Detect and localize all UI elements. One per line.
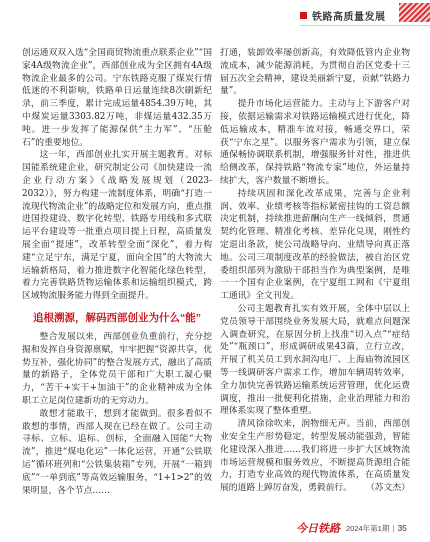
article-column-right [220,47,410,517]
page-footer [296,520,418,536]
magazine-logo: 今日铁路 [296,522,340,535]
stripe-decoration-icon [399,3,430,22]
header-divider [300,25,430,26]
paragraph: 整合发展以来，西部创业负重前行，充分挖掘和发挥自身资源禀赋，牢牢把握“资源共享，优势互补，强化协同”的整合发展方式，融出了高质量的新路子，全体党员干部和广大职工凝心聚力，“苦干+实干+加油干”的企业精神成为全体职工立足岗位建新功的无穷动力。 [22,331,212,406]
section-subheading: 追根溯源，解码西部创业为什么“能” [33,311,201,324]
paragraph: 敢想才能敢干，想到才能做到。很多看似不敢想的事情，西部人现在已经在做了。公司主动寻标、立标、追标、创标，全面融入国能“大物流”，推进“煤电化运”一体化运营，开通“公铁联运”循环班列和“公铁集装箱”专列，开展“一箱到底”“一单到底”等高效运输服务，“1+1>2”的效果明显，各个节点…… [22,408,212,496]
author-byline: （苏文杰） [366,483,410,494]
paragraph: 持续巩固和深化改革成果，完善与企业利润、效率、业绩考核等指标紧密挂钩的工资总额决定机制，持续推进薪酬向生产一线倾斜，贯通契约化管理、精准化考核、差异化兑现，刚性约定退出条款，使公司战略导向、业绩导向真正落地。公司三项制度改革的经验做法，被自治区党委组织部列为激励干部担当作为典型案例，是唯一一个国有企业案例，在宁夏组工网和《宁夏组工通讯》全文刊发。 [220,188,410,302]
page-number: 35 [397,523,407,533]
issue-label: 2024年第1期 [346,523,390,533]
footer-separator: | [392,523,395,533]
section-title: 铁路高质量发展 [312,11,386,23]
paragraph-text: 清风徐徐吹来，润物细无声。当前，西部创业安全生产形势稳定，转型发展动能强劲，智能化建设深入推进……我们将进一步扩大区域物流市场运营规模和服务效应，不断提高货源组合能力，打造专业高效的现代物流体系，在高质量发展的道路上踔厉奋发，勇毅前行。 [220,419,410,494]
paragraph: 创运通双双入选“全国商贸物流重点联系企业”“国家4A级物流企业”，西部创业成为全区拥有4A级物流企业最多的公司。宁东铁路克服了煤炭行情低迷的不利影响，铁路单日运量连续8次刷新纪录，前三季度，累计完成运量4854.39万吨，其中煤炭运量3303.82万吨，非煤运量432.35万吨。进一步发挥了能源保供“主力军”、“压舱石”的重要地位。 [22,48,212,148]
paragraph: 公司主题教育扎实有效开展，全体中层以上党员领导干部围绕业务发展大局，就难点问题深入调查研究，在原因分析上找准“切入点”“症结处”“瓶颈口”，形成调研成果43篇，立行立改，开展了机关员工到水洞沟电厂、上海庙物流园区等一线调研客户需求工作，增加车辆周转效率，全力加快完善铁路运输系统运营管理，优化运费调度，推出一批便利化措施，企业治理能力和治理体系实现了整体重塑。 [220,303,410,417]
paragraph-last [220,418,410,495]
paragraph: 这一年，西部创业扎实开展主题教育。对标国能系统建企业，研究制定公司《加快建设一流企业行动方案》《战略发展规划（2023-2032）》，努力构建一流制度体系，明确“打造一流现代物流企业”的战略定位和发展方向，重点推进国投建设、数字化转型、铁路专用线和多式联运平台建设等一批重点项目提上日程，高质量发展全面“提速”，改革转型全面“深化”，着力构建“立足宁东，满足宁夏，面向全国”的大物流大运输新格局，着力推进数字化智能化绿色转型，着力完善铁路货物运输体系和运输组织模式，跨区域物流服务能力得到全面提升。 [22,150,212,302]
paragraph: 打通，装卸效率屡创新高，有效降低管内企业物流成本，减少能源消耗，为贯彻自治区党委十三届五次全会精神，建设美丽新宁夏，贡献“铁路力量”。 [220,48,410,97]
paragraph: 提升市场化运营能力。主动与上下游客户对接，依据运输需求对铁路运输模式进行优化，降低运输成本，精准车流对接，畅通交界口，荣获“宁东之星”。以服务客户需求为引领，建立保通保畅协调联系机制，增强服务针对性，推进供给侧改革，保持铁路“物流专家”地位，外运量持续扩大，客户数量不断增长。 [220,99,410,186]
running-header [300,7,396,23]
red-square-icon [300,12,307,19]
article-column-left [22,47,212,517]
